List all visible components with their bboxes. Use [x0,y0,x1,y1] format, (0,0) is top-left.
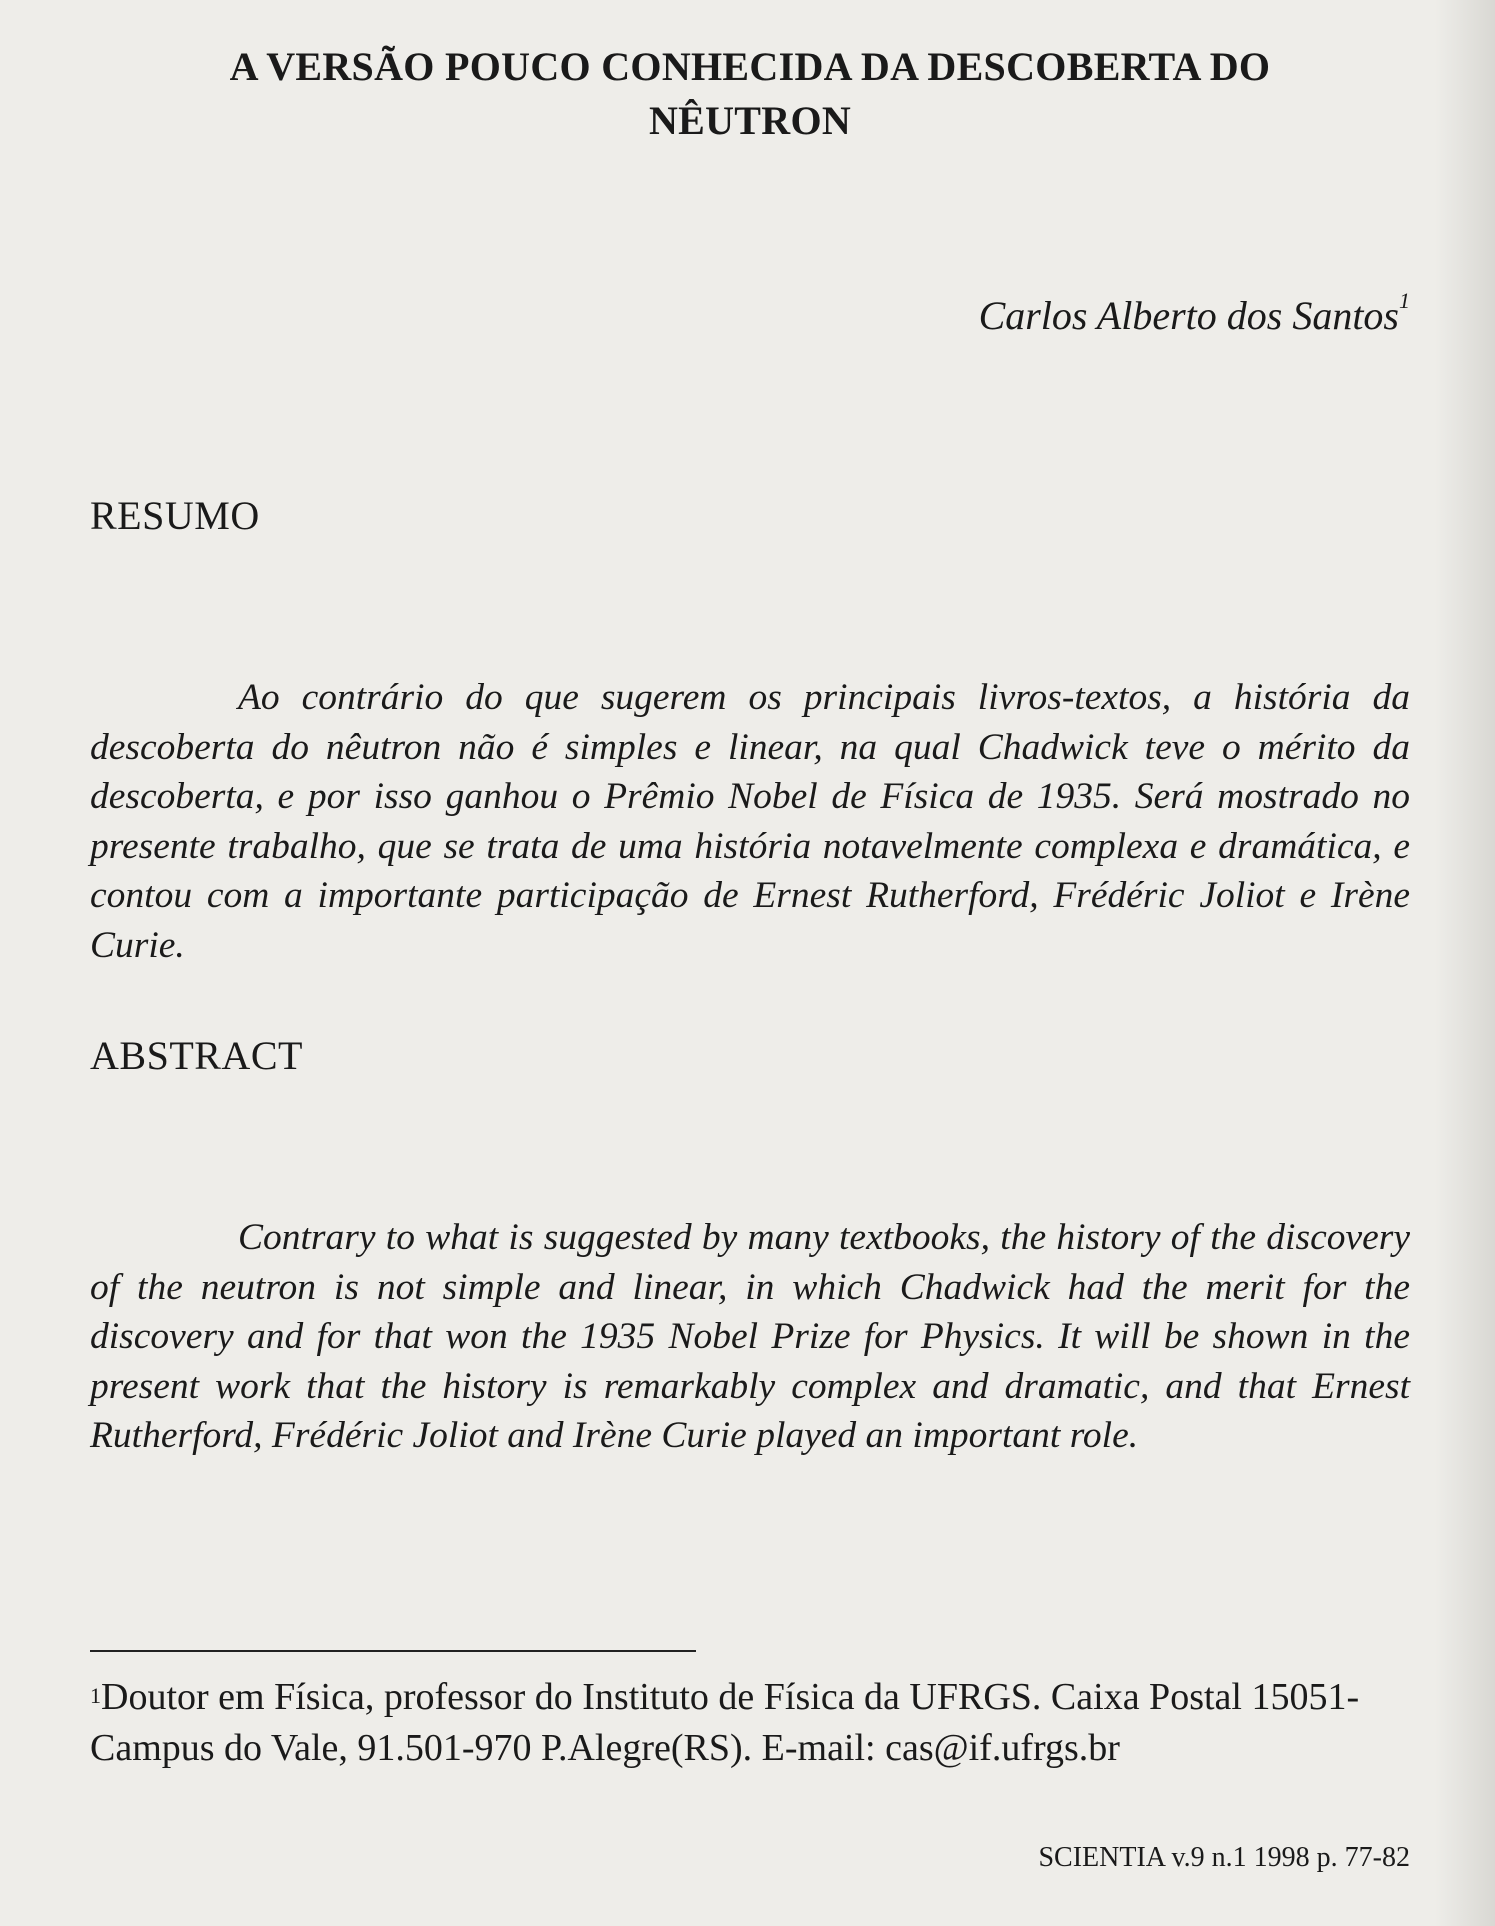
paper-title [210,40,1290,148]
author-footnote-mark: 1 [1399,288,1410,313]
title-line-2: NÊUTRON [648,98,852,143]
title-line-1: A VERSÃO POUCO CONHECIDA DA DESCOBERTA DO [229,44,1271,89]
abstract-heading: ABSTRACT [90,1033,303,1078]
page-edge-shadow [1435,0,1495,1926]
abstract-text: Contrary to what is suggested by many textbooks, the history of the discovery of the neutron is not simple and linear, in which Chadwick had the merit for the discovery and for that won the 1935 Nobel Prize for Physics. It will be shown in the present work that the history is remarkably complex and dramatic, and that Ernest Rutherford, Frédéric Joliot and Irène Curie played an important role. [90,1217,1410,1456]
author-line [978,288,1410,339]
footnote-divider [90,1650,696,1652]
resumo-text: Ao contrário do que sugerem os principais livros-textos, a história da descoberta do nêutron não é simples e linear, na qual Chadwick teve o mérito da descoberta, e por isso ganhou o Prêmio Nobel de Física de 1935. Será mostrado no presente trabalho, que se trata de uma história notavelmente complexa e dramática, e contou com a importante participação de Ernest Rutherford, Frédéric Joliot e Irène Curie. [90,677,1410,966]
footnote-mark: 1 [90,1683,101,1708]
footnote [90,1672,1410,1774]
resumo-heading: RESUMO [90,493,260,538]
author-name: Carlos Alberto dos Santos [978,293,1399,338]
footnote-text: Doutor em Física, professor do Instituto de Física da UFRGS. Caixa Postal 15051-Campus do Vale, 91.501-970 P.Alegre(RS). E-mail: cas@if.ufrgs.br [90,1676,1360,1769]
journal-reference: SCIENTIA v.9 n.1 1998 p. 77-82 [1038,1842,1410,1873]
